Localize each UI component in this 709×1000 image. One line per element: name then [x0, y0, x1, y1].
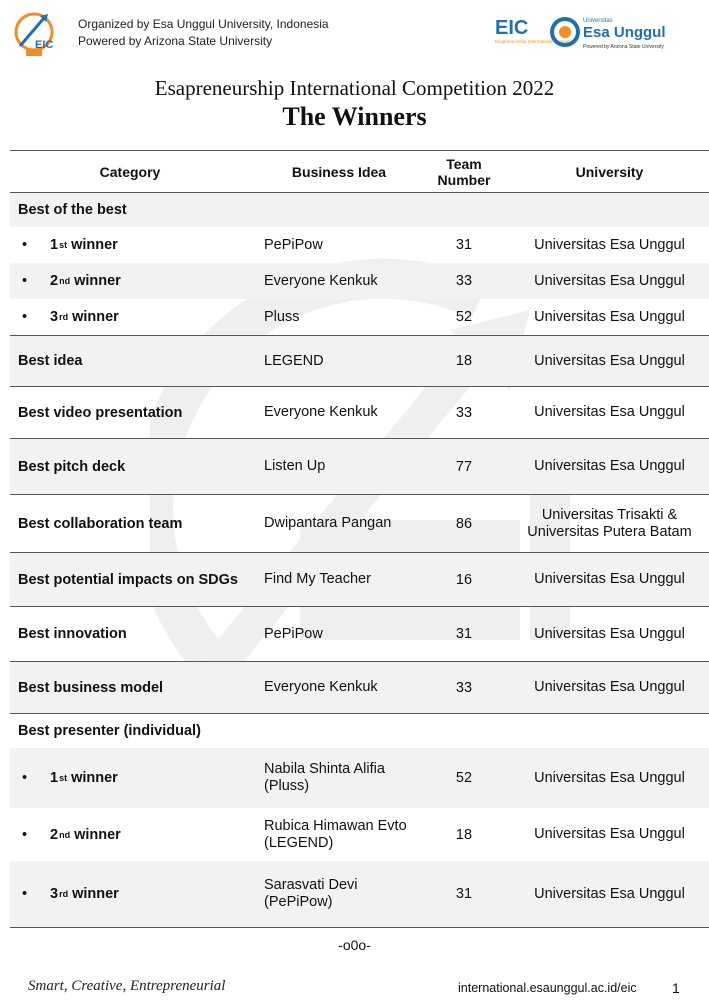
- table-row: [10, 607, 709, 662]
- section-row: [10, 193, 709, 227]
- footer-slogan: [28, 978, 225, 995]
- team-cell: 18: [455, 826, 473, 843]
- team-cell: 77: [455, 458, 473, 475]
- footer-url: international.esaunggul.ac.id/eic: [458, 981, 637, 995]
- end-mark: -o0o-: [338, 937, 371, 953]
- category-cell: Best pitch deck: [18, 458, 126, 475]
- presenter-name: Nabila Shinta Alifia: [264, 761, 385, 777]
- table-row: [10, 748, 709, 808]
- eic-logo-caption: Esapreneurship International Competition: [495, 39, 578, 44]
- header-team-number: [418, 151, 510, 192]
- team-cell: 31: [455, 626, 473, 642]
- winner-word: winner: [74, 826, 121, 843]
- winner-word: winner: [71, 770, 118, 786]
- idea-cell: [264, 808, 418, 861]
- winner-word: winner: [72, 886, 119, 902]
- ordinal-sup: rd: [59, 312, 69, 322]
- bullet: •: [22, 886, 28, 902]
- eu-logo-name: Esa Unggul: [583, 24, 666, 41]
- university-cell: Universitas Esa Unggul: [534, 308, 685, 325]
- university-cell: Universitas Esa Unggul: [534, 458, 685, 474]
- team-cell: 33: [455, 273, 473, 289]
- category-cell: Best potential impacts on SDGs: [18, 571, 238, 588]
- slogan-creative: Creative,: [71, 978, 127, 994]
- idea-cell: LEGEND: [264, 352, 324, 369]
- header-team-line2: Number: [437, 171, 491, 188]
- ordinal-num: 2: [50, 826, 59, 843]
- presenter-team: (Pluss): [264, 778, 310, 794]
- idea-cell: [264, 748, 418, 808]
- university-cell: Universitas Esa Unggul: [534, 404, 685, 420]
- table-header: [10, 150, 709, 193]
- team-cell: 16: [455, 571, 473, 588]
- category-cell: [10, 748, 250, 808]
- eic-logo-left: [10, 6, 64, 60]
- team-cell: 31: [455, 886, 473, 902]
- idea-cell: Everyone Kenkuk: [264, 404, 378, 420]
- ordinal-sup: nd: [59, 829, 71, 840]
- ordinal-num: 1: [50, 770, 59, 786]
- bullet: •: [22, 826, 28, 843]
- ordinal-num: 3: [50, 886, 59, 902]
- category-cell: Best business model: [18, 679, 164, 696]
- bullet: •: [22, 770, 28, 786]
- page-number: 1: [672, 980, 680, 996]
- presenter-name: Rubica Himawan Evto: [264, 817, 407, 834]
- bullet: •: [22, 273, 28, 289]
- university-line2: Universitas Putera Batam: [527, 523, 692, 540]
- winner-word: winner: [71, 237, 118, 253]
- team-cell: 52: [455, 309, 473, 325]
- ordinal-sup: rd: [59, 889, 69, 899]
- team-cell: 52: [455, 770, 473, 786]
- idea-cell: PePiPow: [264, 625, 323, 642]
- competition-title: Esapreneurship International Competition 2022: [154, 76, 555, 100]
- team-cell: 33: [455, 679, 473, 696]
- idea-cell: Pluss: [264, 308, 300, 325]
- table-row: [10, 495, 709, 553]
- section-row: [10, 714, 709, 748]
- university-cell: Universitas Esa Unggul: [534, 352, 685, 369]
- university-cell: Universitas Esa Unggul: [534, 625, 685, 642]
- university-cell: Universitas Esa Unggul: [534, 769, 685, 786]
- university-line1: Universitas Trisakti &: [541, 506, 678, 523]
- ordinal-sup: st: [59, 240, 68, 250]
- ordinal-num: 3: [50, 309, 59, 325]
- organizer-line: Organized by Esa Unggul University, Indonesia: [78, 17, 329, 31]
- university-cell: Universitas Esa Unggul: [534, 885, 685, 902]
- category-cell: Best video presentation: [18, 404, 183, 421]
- header-category: Category: [99, 163, 161, 180]
- ordinal-sup: st: [59, 773, 68, 783]
- idea-cell: Everyone Kenkuk: [264, 679, 378, 695]
- idea-cell: [264, 861, 418, 927]
- team-cell: 31: [455, 237, 473, 253]
- category-cell: [10, 299, 250, 335]
- winner-word: winner: [74, 273, 121, 289]
- idea-cell: PePiPow: [264, 236, 323, 253]
- university-cell: Universitas Esa Unggul: [534, 679, 685, 695]
- table-row: [10, 439, 709, 495]
- category-cell: [10, 808, 250, 861]
- slogan-smart: Smart,: [28, 978, 68, 994]
- partner-logos: [495, 12, 671, 58]
- organizer-text: [78, 16, 329, 50]
- team-cell: 86: [455, 515, 473, 532]
- category-cell: [10, 227, 250, 263]
- team-cell: 33: [455, 404, 473, 421]
- idea-cell: Everyone Kenkuk: [264, 272, 378, 289]
- powered-line: Powered by Arizona State University: [78, 34, 273, 48]
- eu-logo-small: Universitas: [583, 18, 613, 24]
- university-cell: Universitas Esa Unggul: [534, 272, 685, 289]
- logo-left-text: EIC: [35, 39, 54, 51]
- category-cell: Best collaboration team: [18, 515, 183, 532]
- winner-word: winner: [72, 309, 119, 325]
- table-row: [10, 299, 709, 336]
- university-cell: Universitas Esa Unggul: [534, 571, 685, 587]
- presenter-team: (LEGEND): [264, 834, 334, 851]
- category-cell: Best innovation: [18, 626, 127, 642]
- table-row: [10, 336, 709, 387]
- eic-logo-text: EIC: [495, 17, 529, 39]
- bullet: •: [22, 237, 28, 253]
- idea-cell: Listen Up: [264, 458, 326, 474]
- category-cell: Best idea: [18, 353, 83, 369]
- slogan-entrepreneurial: Entrepreneurial: [129, 978, 226, 994]
- table-row: [10, 263, 709, 299]
- header-business-idea: Business Idea: [291, 163, 387, 180]
- table-row: [10, 662, 709, 714]
- team-cell: 18: [455, 353, 473, 369]
- university-cell: Universitas Esa Unggul: [534, 236, 685, 253]
- table-row: [10, 553, 709, 607]
- header-team-line1: Team: [446, 155, 482, 172]
- idea-cell: Dwipantara Pangan: [264, 515, 392, 531]
- presenter-team: (PePiPow): [264, 894, 333, 910]
- table-row: [10, 861, 709, 928]
- category-cell: [10, 861, 250, 927]
- ordinal-num: 2: [50, 273, 59, 289]
- table-row: [10, 387, 709, 439]
- category-cell: [10, 263, 250, 299]
- section-label: Best of the best: [18, 202, 127, 218]
- page-title: The Winners: [282, 102, 427, 131]
- winners-table: [10, 150, 709, 928]
- ordinal-num: 1: [50, 237, 59, 253]
- section-label: Best presenter (individual): [18, 723, 201, 739]
- table-row: [10, 808, 709, 861]
- bullet: •: [22, 309, 28, 325]
- table-row: [10, 227, 709, 263]
- university-cell: Universitas Esa Unggul: [534, 826, 685, 842]
- idea-cell: Find My Teacher: [264, 571, 371, 587]
- university-cell: [510, 495, 709, 552]
- eu-logo-powered: Powered by Arizona State University: [583, 44, 664, 50]
- header-university: University: [575, 163, 644, 180]
- ordinal-sup: nd: [59, 276, 71, 286]
- presenter-name: Sarasvati Devi: [264, 877, 358, 893]
